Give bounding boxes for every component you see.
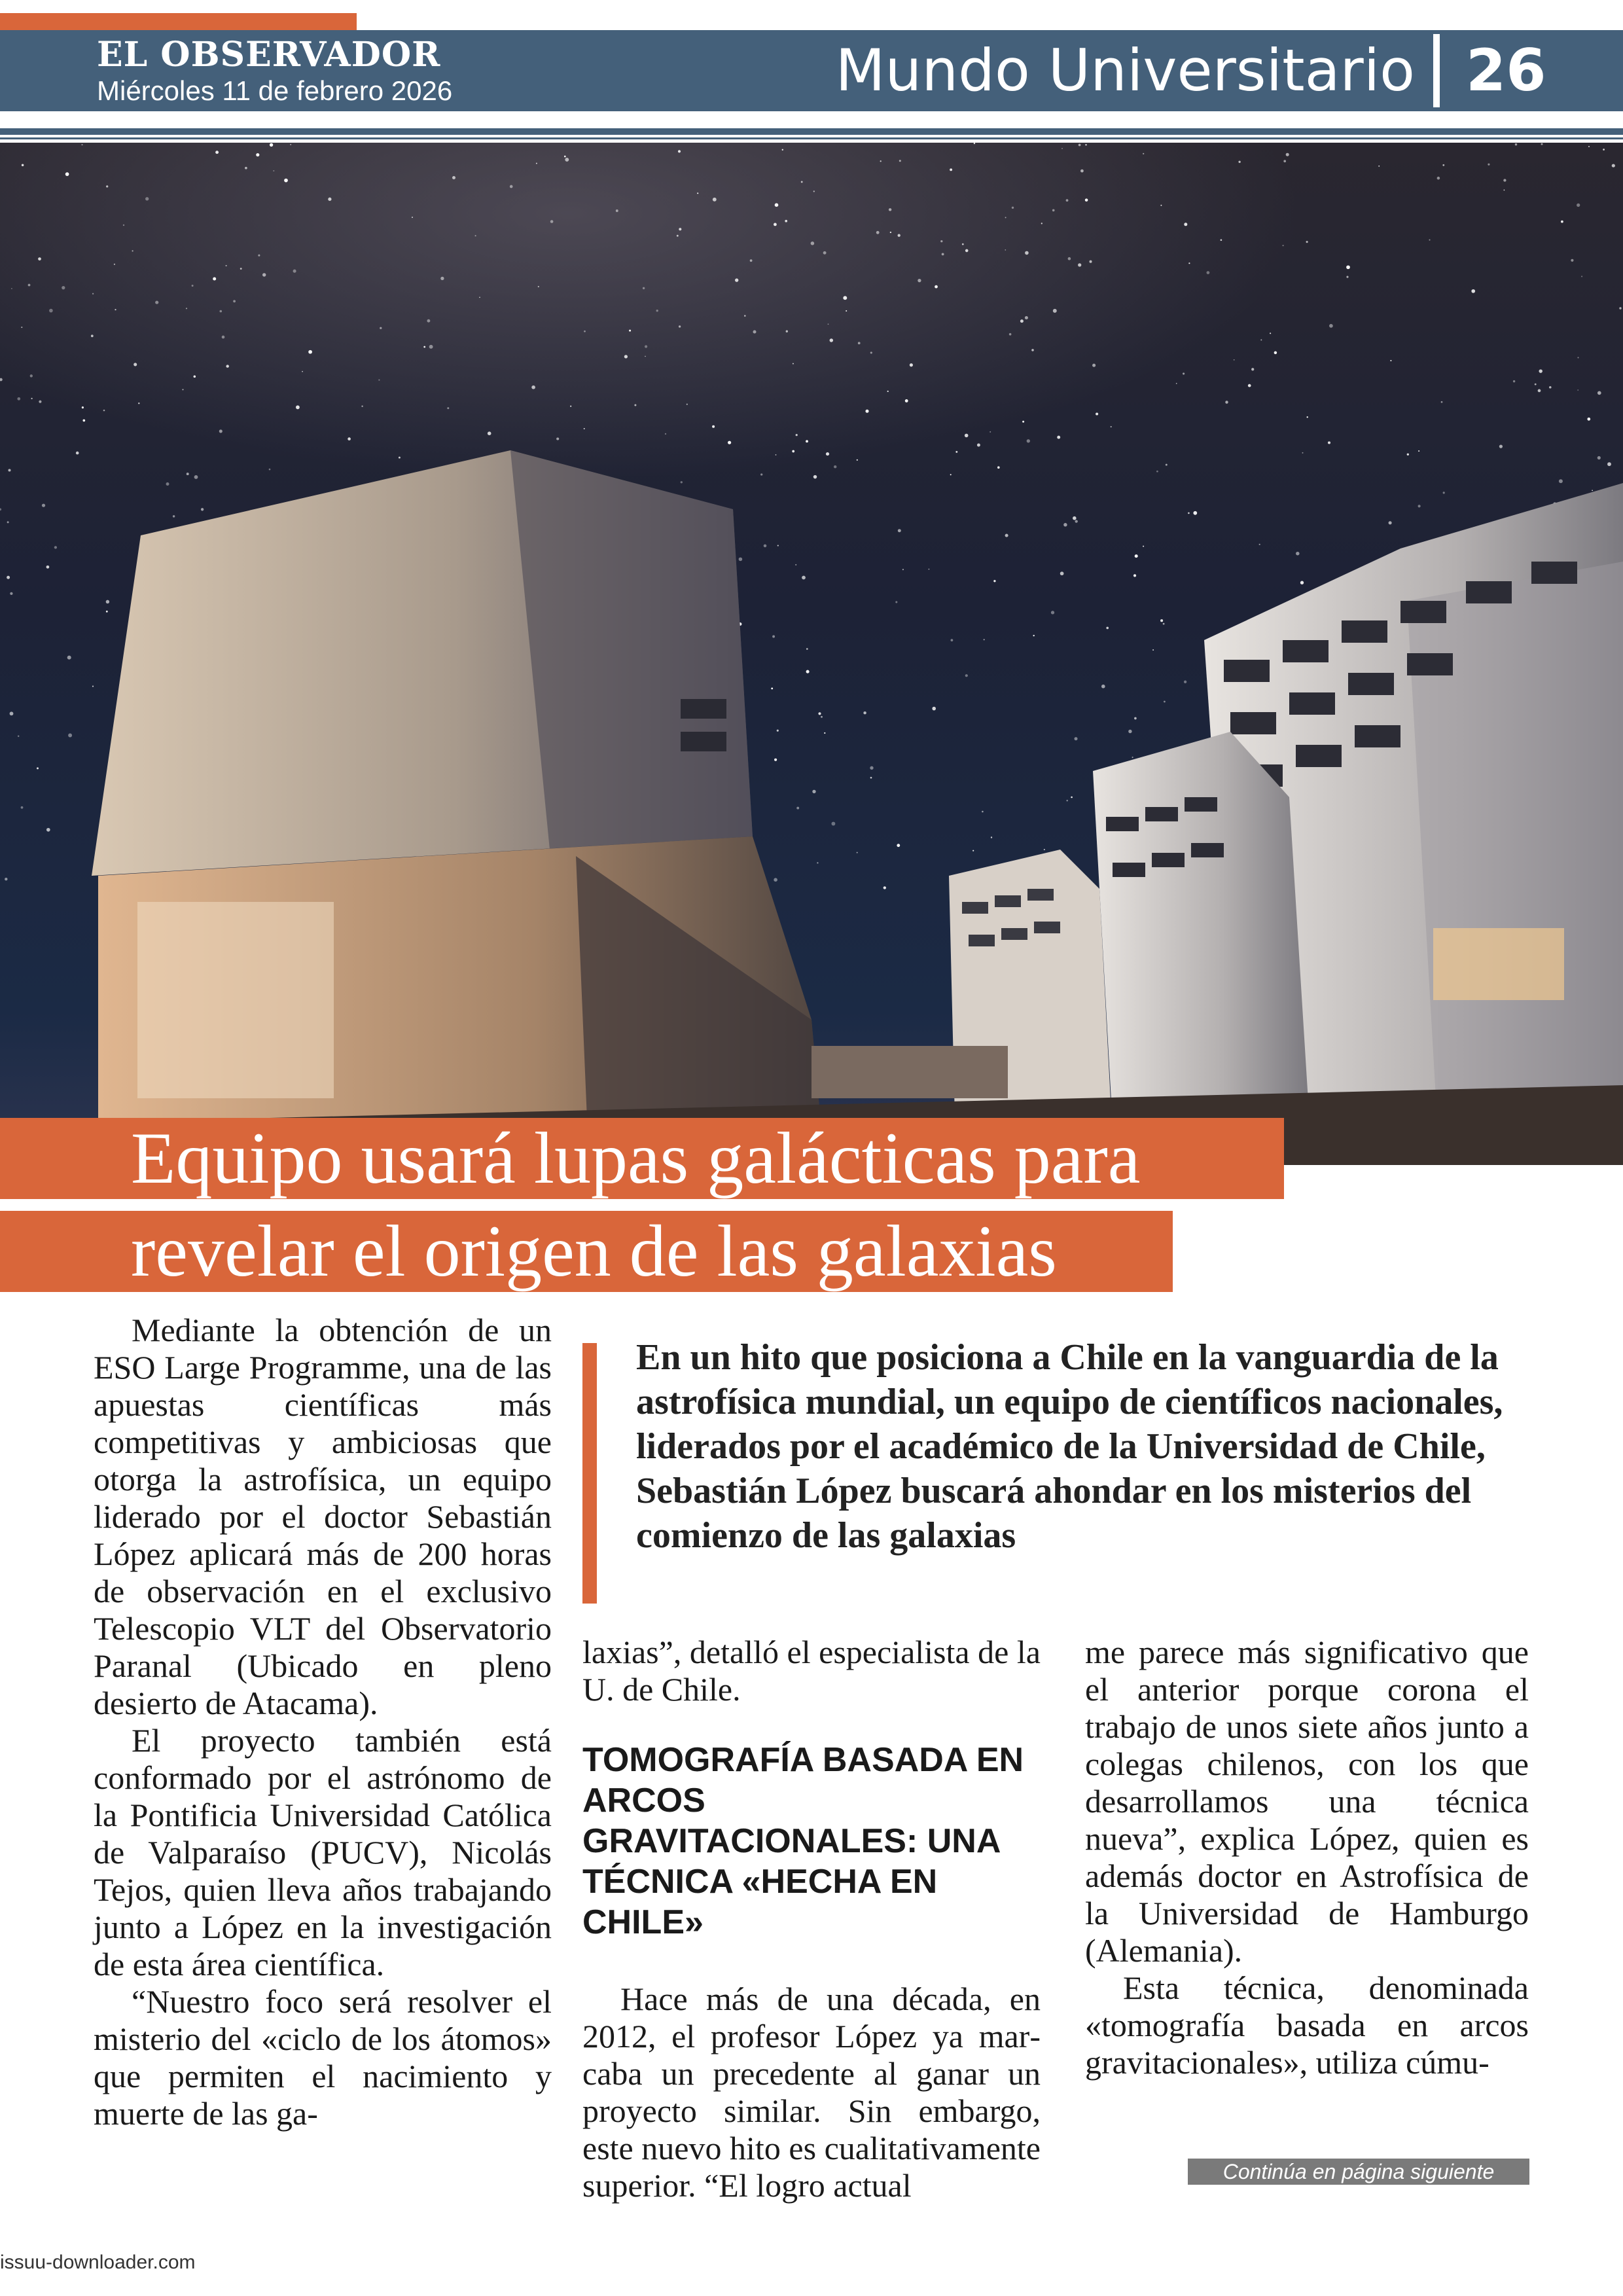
- observatory-photo: [0, 143, 1623, 1165]
- page-header: [0, 30, 1623, 111]
- header-divider: [1433, 34, 1440, 107]
- issue-date: Miércoles 11 de febrero 2026: [97, 75, 453, 106]
- header-rule: [0, 128, 1623, 135]
- continue-note: Continúa en página siguiente: [1188, 2159, 1529, 2185]
- headline-line-1: Equipo usará lupas galácticas para: [131, 1118, 1141, 1199]
- lead-accent-bar: [582, 1343, 597, 1604]
- article-column-1: [94, 1312, 552, 2132]
- page-number: 26: [1466, 37, 1546, 104]
- article-column-2: [582, 1634, 1041, 2204]
- paragraph: Hace más de una década, en 2012, el profesor López ya marcaba un precedente al ganar un proyecto similar. Sin embargo, este nuevo hito es cualitativamente superior. “El logro actual: [582, 1981, 1041, 2204]
- paragraph: laxias”, detalló el especialista de la U. de Chile.: [582, 1634, 1041, 1708]
- paragraph: Mediante la obtención de un ESO Large Programme, una de las apuestas científicas más competitivas y ambiciosas que otorga la astrofísica, un equipo liderado por el doctor Sebastián López aplicará más de 200 horas de observación en el exclusivo Telescopio VLT del Observatorio Paranal (Ubicado en pleno desierto de Atacama).: [94, 1312, 552, 1721]
- watermark: issuu-downloader.com: [0, 2251, 196, 2273]
- paragraph: “Nuestro foco será resolver el misterio del «ciclo de los átomos» que permiten el nacimiento y muerte de las ga-: [94, 1983, 552, 2132]
- header-accent-bar: [0, 13, 357, 30]
- headline-line-2: revelar el origen de las galaxias: [131, 1211, 1057, 1292]
- paragraph: Esta técnica, denominada «tomografía basada en arcos gravitacionales», utiliza cúmu-: [1085, 1969, 1529, 2081]
- article-column-3: [1085, 1634, 1529, 2081]
- paragraph: me parece más significativo que el anterior porque corona el trabajo de unos siete años junto a colegas chilenos, con los que desarrollamos una técnica nueva”, explica López, quien es además doctor en Astrofísica de la Universidad de Hamburgo (Alemania).: [1085, 1634, 1529, 1969]
- paragraph: El proyecto también está conformado por el astrónomo de la Pontificia Universidad Católica de Valparaíso (PUCV), Nicolás Tejos, quien lleva años trabajando junto a López en la investigación de esta área científica.: [94, 1722, 552, 1982]
- masthead: EL OBSERVADOR: [97, 35, 441, 75]
- section-title: Mundo Universitario: [835, 37, 1415, 104]
- subheading: TOMOGRAFÍA BASADA EN ARCOS GRAVITACIONALES: UNA TÉCNICA «HECHA EN CHILE»: [582, 1741, 1024, 1941]
- header-rule-thin: [0, 137, 1623, 139]
- lead-paragraph: En un hito que posiciona a Chile en la vanguardia de la astrofísica mundial, un equipo de científicos nacionales, liderados por el académico de la Universidad de Chile, Sebastián López buscará ahondar en los misterios del comienzo de las galaxias: [636, 1337, 1503, 1556]
